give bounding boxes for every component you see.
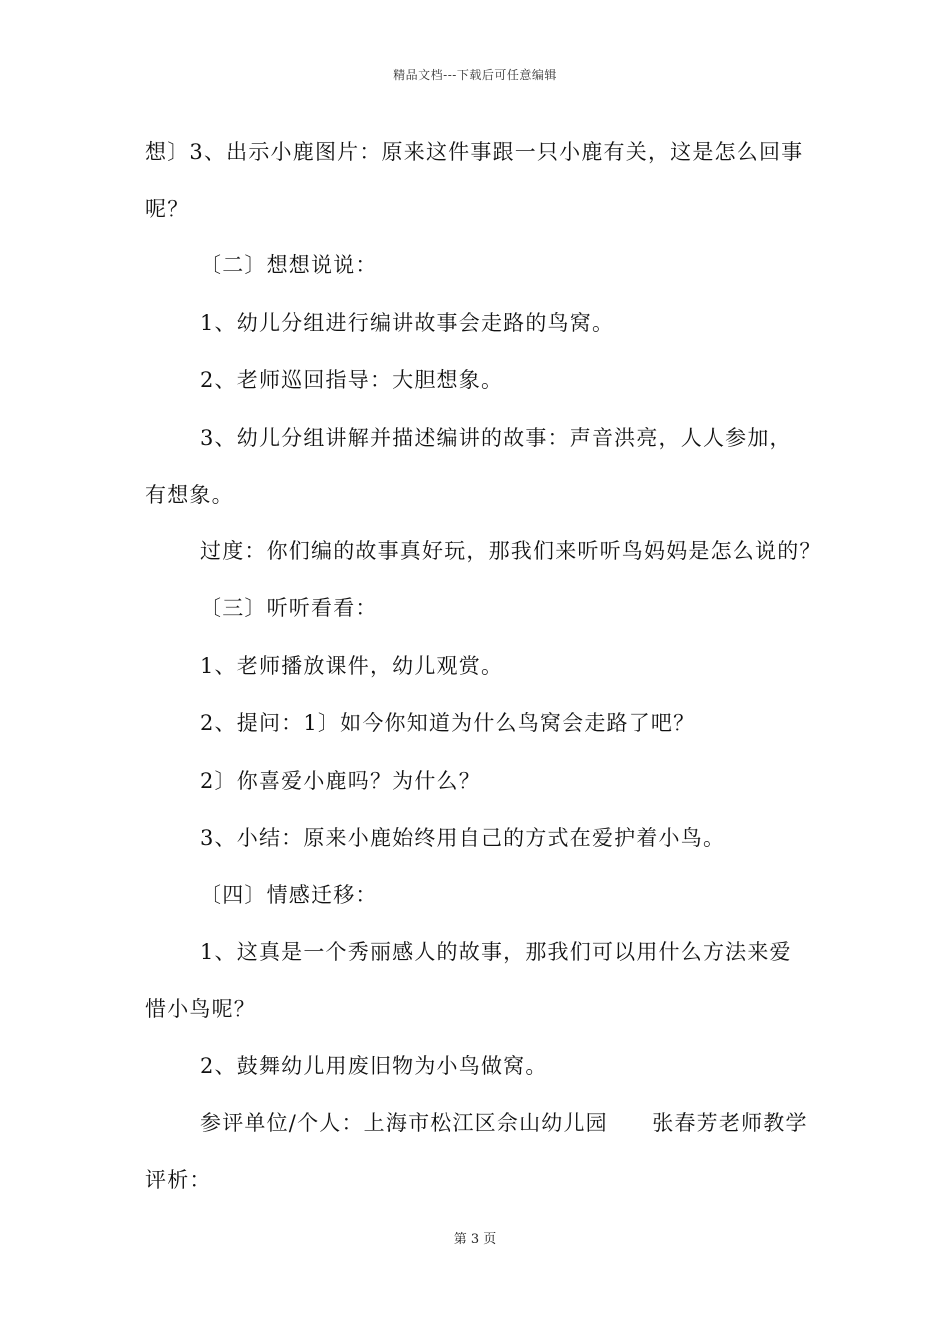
text-line: 呢？ — [145, 197, 190, 221]
text-line: 惜小鸟呢？ — [145, 997, 256, 1021]
text-line: 2、老师巡回指导：大胆想象。 — [200, 368, 504, 392]
text-line: 1、幼儿分组进行编讲故事会走路的鸟窝。 — [200, 311, 615, 335]
text-line: 有想象。 — [145, 483, 234, 507]
text-line: 参评单位/个人：上海市松江区佘山幼儿园 张春芳老师教学 — [200, 1111, 808, 1135]
text-line: 评析： — [145, 1168, 212, 1192]
page-header: 精品文档---下载后可任意编辑 — [393, 68, 557, 82]
text-line: 3、小结：原来小鹿始终用自己的方式在爱护着小鸟。 — [200, 826, 726, 850]
text-line: 2、鼓舞幼儿用废旧物为小鸟做窝。 — [200, 1054, 548, 1078]
text-line: 〔三〕听听看看： — [200, 596, 378, 620]
text-line: 想〕3、出示小鹿图片：原来这件事跟一只小鹿有关，这是怎么回事 — [145, 140, 804, 164]
text-line: 1、这真是一个秀丽感人的故事，那我们可以用什么方法来爱 — [200, 940, 792, 964]
text-line: 2、提问：1〕如今你知道为什么鸟窝会走路了吧？ — [200, 711, 696, 735]
page-number: 第 3 页 — [453, 1232, 497, 1247]
text-line: 过度：你们编的故事真好玩，那我们来听听鸟妈妈是怎么说的？ — [200, 539, 822, 563]
text-line: 1、老师播放课件，幼儿观赏。 — [200, 654, 504, 678]
text-line: 2〕你喜爱小鹿吗？为什么？ — [200, 769, 481, 793]
text-line: 〔二〕想想说说： — [200, 253, 378, 277]
text-line: 〔四〕情感迁移： — [200, 883, 378, 907]
text-line: 3、幼儿分组讲解并描述编讲的故事：声音洪亮，人人参加， — [200, 426, 792, 450]
